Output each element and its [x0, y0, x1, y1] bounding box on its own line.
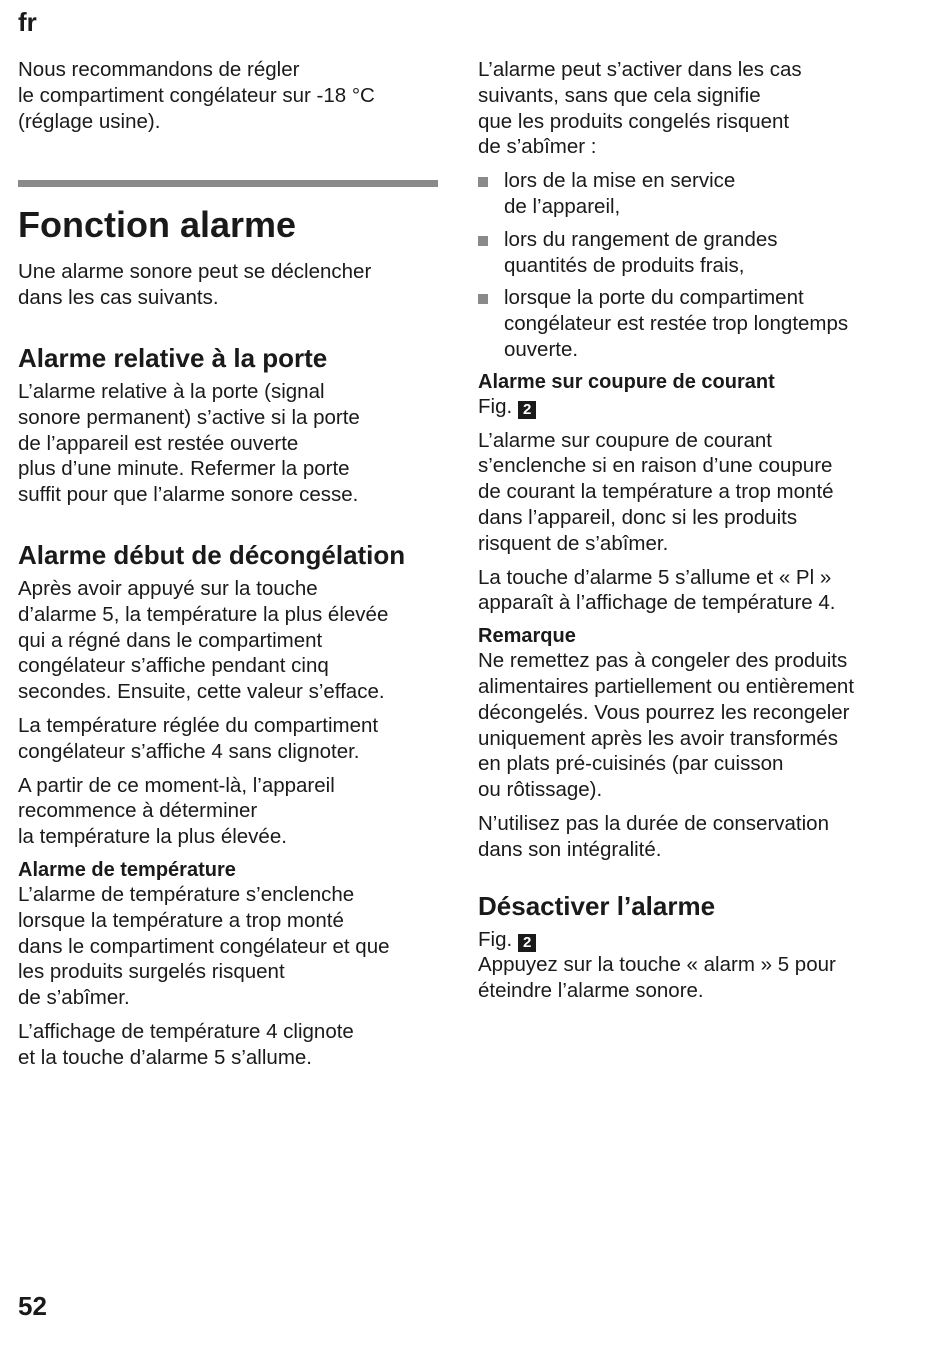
section-title: Fonction alarme — [18, 204, 297, 246]
temperature-alarm-paragraph-1: L’alarme de température s’enclenche lorsque la température a trop monté dans le compartiment congélateur et que les produits surgelés risquent de s’abîmer. — [18, 882, 390, 1010]
square-bullet-icon — [478, 294, 488, 304]
section-intro: Une alarme sonore peut se déclencher dans les cas suivants. — [18, 260, 372, 310]
note-heading: Remarque — [478, 625, 576, 648]
square-bullet-icon — [478, 236, 488, 246]
defrost-alarm-paragraph-1: Après avoir appuyé sur la touche d’alarme 5, la température la plus élevée qui a régné dans le compartiment congélateur s’affiche pendant cinq secondes. Ensuite, cette valeur s’efface. — [18, 576, 389, 704]
list-item — [478, 285, 898, 362]
square-bullet-icon — [478, 177, 488, 187]
note-paragraph-1: Ne remettez pas à congeler des produits alimentaires partiellement ou entièrement décongelés. Vous pourrez les recongeler uniquement après les avoir transformés en plats pré-cuisinés (par cuisson ou rôtissage). — [478, 649, 855, 802]
temperature-alarm-heading: Alarme de température — [18, 858, 236, 881]
language-tag: fr — [18, 7, 37, 37]
right-column — [478, 57, 898, 1004]
note-paragraph-2: N’utilisez pas la durée de conservation dans son intégralité. — [478, 811, 829, 861]
fig-label: Fig. — [478, 394, 513, 418]
list-item — [478, 227, 898, 279]
disable-alarm-text: Appuyez sur la touche « alarm » 5 pour éteindre l’alarme sonore. — [478, 953, 836, 1003]
list-item — [478, 168, 898, 220]
left-column — [18, 57, 440, 1071]
power-alarm-paragraph-2: La touche d’alarme 5 s’allume et « Pl » apparaît à l’affichage de température 4. — [478, 565, 836, 615]
disable-alarm-heading: Désactiver l’alarme — [478, 890, 716, 921]
figure-number-badge: 2 — [518, 934, 536, 952]
power-alarm-heading: Alarme sur coupure de courant — [478, 370, 775, 393]
cases-intro: L’alarme peut s’activer dans les cas suivants, sans que cela signifie que les produits congelés risquent de s’abîmer : — [478, 58, 802, 159]
power-alarm-paragraph-1: L’alarme sur coupure de courant s’enclenche si en raison d’une coupure de courant la température a trop monté dans l’appareil, donc si les produits risquent de s’abîmer. — [478, 428, 834, 555]
defrost-alarm-paragraph-2: La température réglée du compartiment congélateur s’affiche 4 sans clignoter. — [18, 713, 379, 763]
temperature-alarm-paragraph-2: L’affichage de température 4 clignote et la touche d’alarme 5 s’allume. — [18, 1019, 354, 1069]
intro-paragraph: Nous recommandons de régler le compartiment congélateur sur -18 °C (réglage usine). — [18, 58, 375, 133]
defrost-alarm-paragraph-3: A partir de ce moment-là, l’appareil recommence à déterminer la température la plus élevée. — [18, 773, 335, 849]
disable-alarm-fig-ref — [478, 927, 898, 953]
figure-number-badge: 2 — [518, 401, 536, 419]
power-alarm-fig-ref — [478, 394, 898, 420]
list-item-text: lors de la mise en service de l’appareil, — [504, 169, 736, 218]
list-item-text: lorsque la porte du compartiment congélateur est restée trop longtemps ouverte. — [504, 286, 849, 361]
cases-list — [478, 168, 898, 363]
fig-label: Fig. — [478, 927, 513, 951]
section-divider — [18, 180, 438, 187]
door-alarm-heading: Alarme relative à la porte — [18, 342, 328, 373]
defrost-alarm-heading: Alarme début de décongélation — [18, 539, 406, 570]
list-item-text: lors du rangement de grandes quantités de produits frais, — [504, 227, 778, 277]
door-alarm-text: L’alarme relative à la porte (signal sonore permanent) s’active si la porte de l’appareil est restée ouverte plus d’une minute. Refermer la porte suffit pour que l’alarme sonore cesse. — [18, 379, 360, 507]
page-number: 52 — [18, 1291, 47, 1321]
